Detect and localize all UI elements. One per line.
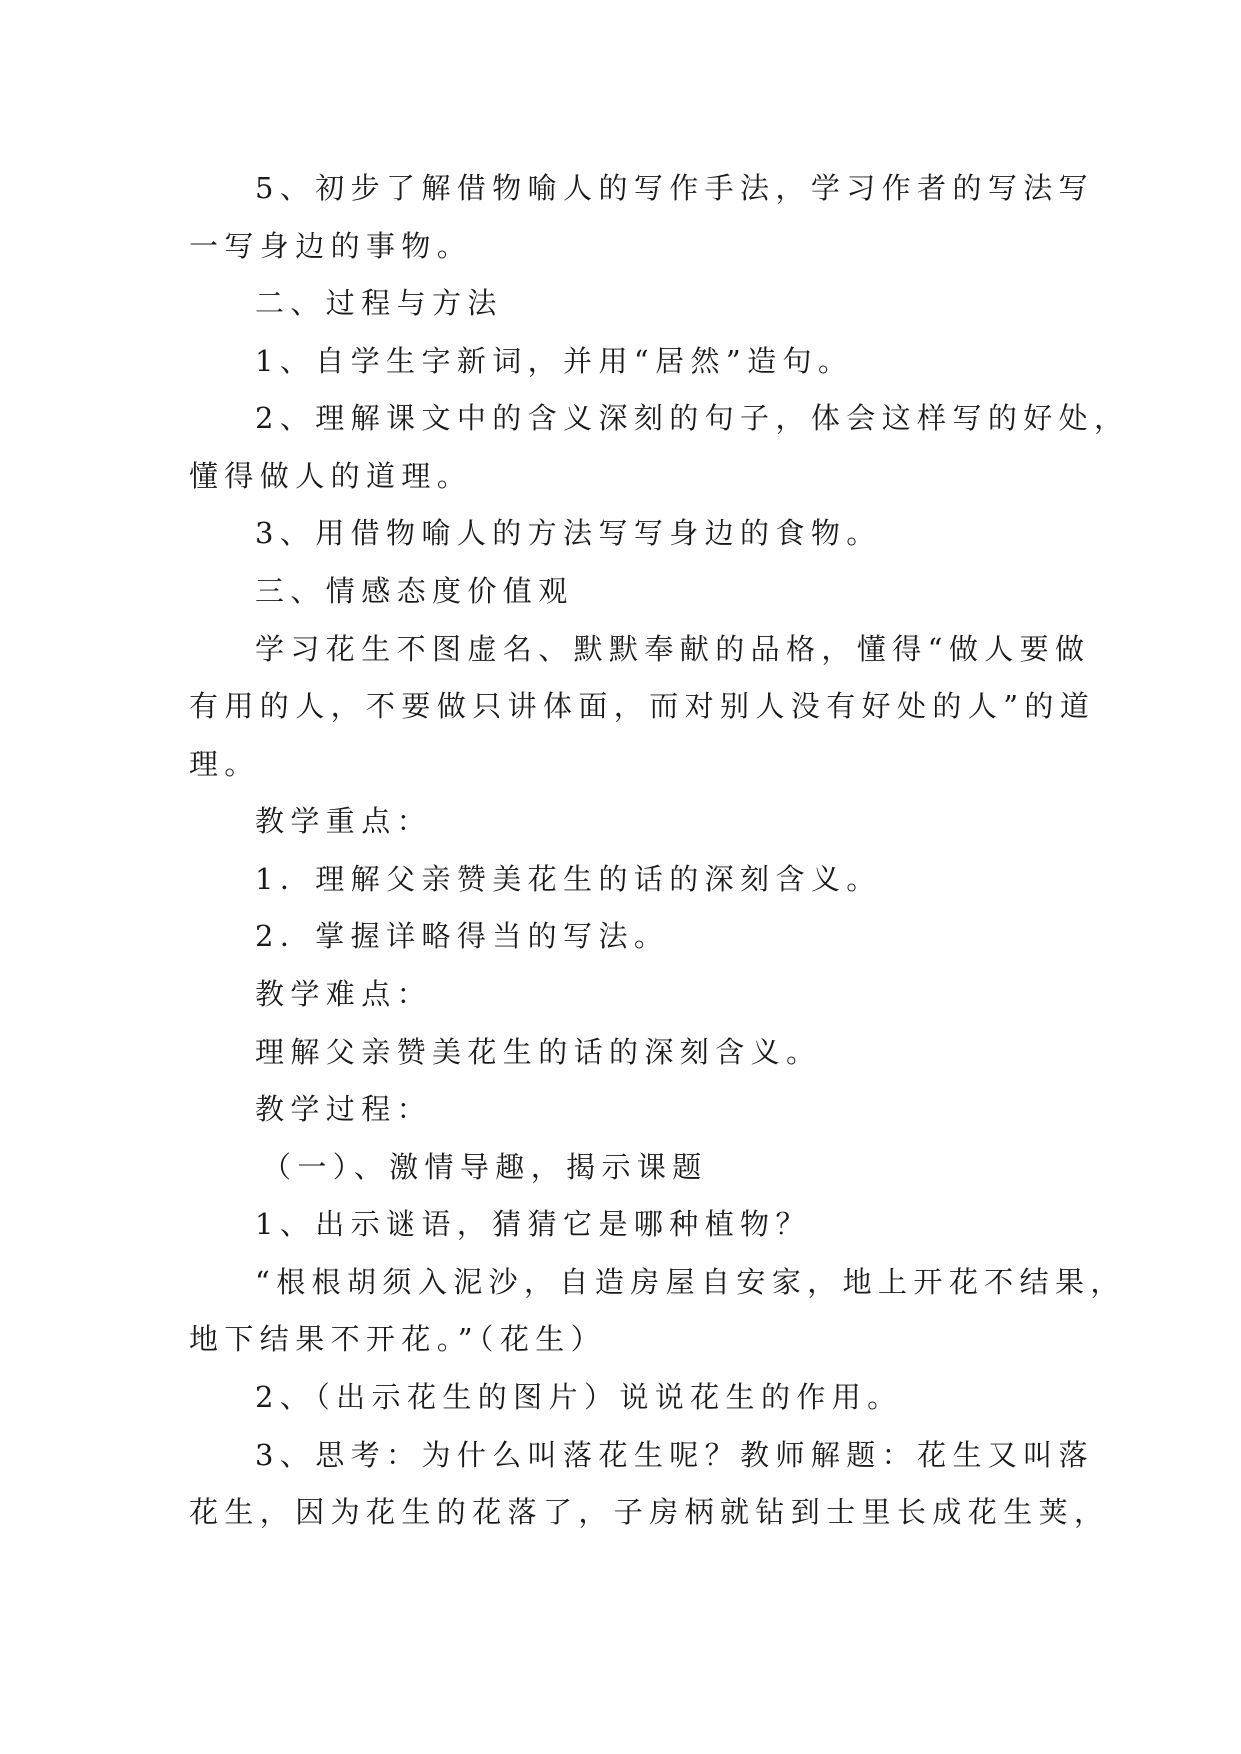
list-item: 2、理解课文中的含义深刻的句子，体会这样写的好处， <box>255 401 1130 435</box>
list-item: 1、出示谜语，猜猜它是哪种植物？ <box>255 1207 811 1241</box>
paragraph-line: 懂得做人的道理。 <box>189 459 473 493</box>
section-heading: 教学重点： <box>255 804 433 838</box>
list-item: 2．掌握详略得当的写法。 <box>255 919 670 953</box>
paragraph-line: 一写身边的事物。 <box>189 229 473 263</box>
list-item: 3、思考：为什么叫落花生呢？教师解题：花生又叫落 <box>255 1438 1095 1472</box>
paragraph-line: 5、初步了解借物喻人的写作手法，学习作者的写法写 <box>255 171 1095 205</box>
section-heading: 教学难点： <box>255 977 433 1011</box>
riddle-line: 地下结果不开花。”（花生） <box>189 1322 607 1356</box>
riddle-line: “根根胡须入泥沙，自造房屋自安家，地上开花不结果， <box>255 1265 1126 1299</box>
list-item: 3、用借物喻人的方法写写身边的食物。 <box>255 516 882 550</box>
section-heading: 三、情感态度价值观 <box>255 574 574 608</box>
paragraph-line: 理。 <box>189 747 260 781</box>
paragraph-line: 学习花生不图虚名、默默奉献的品格，懂得“做人要做 <box>255 632 1091 666</box>
paragraph-line: 花生，因为花生的花落了，子房柄就钻到士里长成花生荚， <box>189 1495 1110 1529</box>
list-item: 1．理解父亲赞美花生的话的深刻含义。 <box>255 862 882 896</box>
paragraph-line: 有用的人，不要做只讲体面，而对别人没有好处的人”的道 <box>189 689 1096 723</box>
section-heading: 教学过程： <box>255 1092 433 1126</box>
list-item: 2、（出示花生的图片）说说花生的作用。 <box>255 1380 903 1414</box>
subsection-heading: （一）、激情导趣，揭示课题 <box>262 1150 708 1184</box>
paragraph-line: 理解父亲赞美花生的话的深刻含义。 <box>255 1035 822 1069</box>
section-heading: 二、过程与方法 <box>255 286 503 320</box>
list-item: 1、自学生字新词，并用“居然”造句。 <box>255 344 854 378</box>
